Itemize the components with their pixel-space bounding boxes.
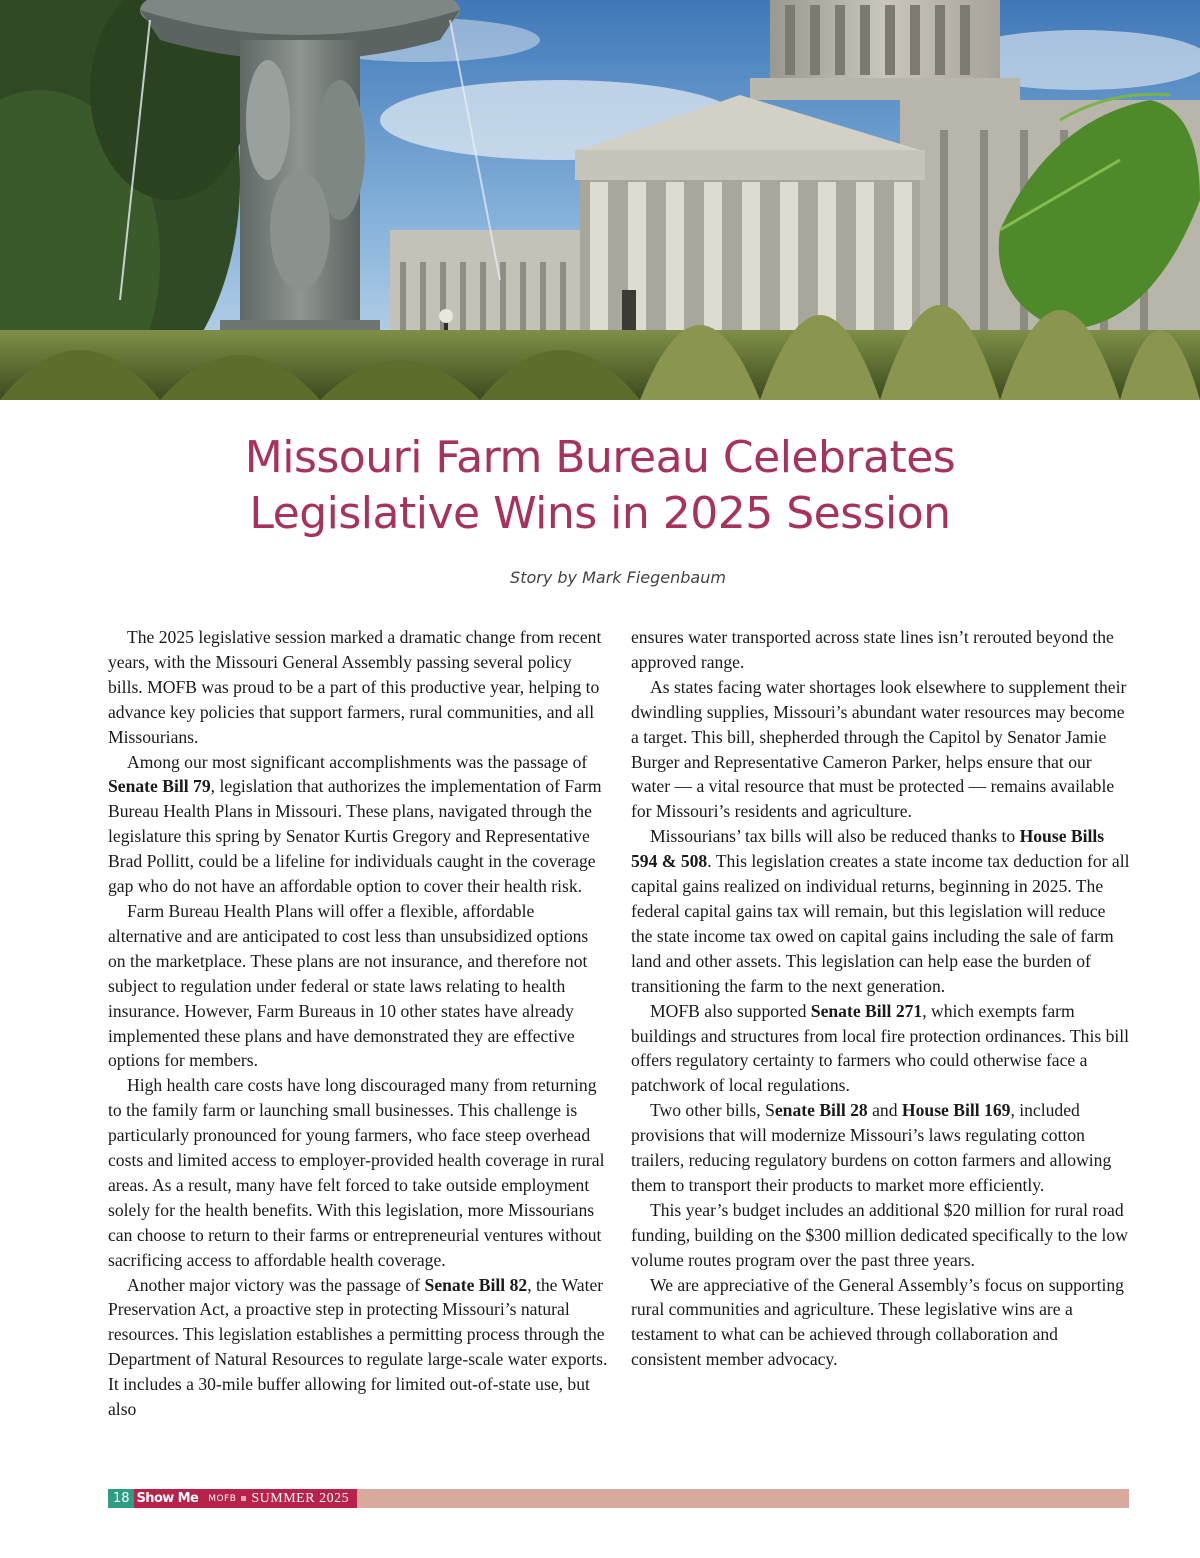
page-footer [108, 1489, 1129, 1508]
left-column-paragraph [108, 1273, 608, 1422]
bill-name: Senate Bill 271 [810, 1000, 923, 1021]
paragraph-text: ensures water transported across state lines isn’t rerouted beyond the approved range. [631, 627, 1114, 672]
magazine-name: Show Me [136, 1491, 199, 1506]
article-title-line-1: Missouri Farm Bureau Celebrates [244, 432, 956, 483]
paragraph-text: Missourians’ tax bills will also be reduced thanks to [650, 826, 1020, 847]
paragraph-text: High health care costs have long discouraged many from returning to the family farm or launching small businesses. This challenge is particularly pronounced for young farmers, who face steep overhead costs and limited access to employer-provided health coverage in rural areas. As a result, many have felt forced to take outside employment solely for the health benefits. With this legislation, more Missourians can choose to return to their farms or entrepreneurial ventures without sacrificing access to affordable health coverage. [108, 1075, 605, 1270]
right-column-paragraph [631, 1273, 1131, 1373]
footer-rule [357, 1489, 1129, 1508]
paragraph-text: , legislation that authorizes the implementation of Farm Bureau Health Plans in Missouri. These plans, navigated through the legislature this spring by Senator Kurtis Gregory and Representative Brad Pollitt, could be a lifeline for individuals caught in the coverage gap who do not have an affordable option to cover their health risk. [108, 776, 602, 897]
paragraph-text: MOFB also supported [650, 1000, 811, 1021]
paragraph-text: , included provisions that will modernize Missouri’s laws regulating cotton trailers, reducing regulatory burdens on cotton farmers and allowing them to transport their products to market more efficiently. [631, 1100, 1112, 1195]
capitol-fountain-photo [0, 0, 1200, 400]
article-column-left [108, 625, 608, 1422]
right-column-paragraph [631, 1198, 1131, 1273]
article-column-right [631, 625, 1131, 1372]
right-column-paragraph [631, 824, 1131, 998]
byline: Story by Mark Fiegenbaum [510, 568, 726, 587]
separator-square-icon [241, 1496, 246, 1501]
article-title [0, 430, 1200, 542]
paragraph-text: Two other bills, S [650, 1100, 775, 1121]
bill-name: House Bills 594 & 508 [631, 826, 1105, 872]
page-number: 18 [108, 1489, 134, 1508]
paragraph-text: Another major victory was the passage of [127, 1274, 425, 1295]
paragraph-text: Farm Bureau Health Plans will offer a flexible, affordable alternative and are anticipated to cost less than unsubsidized options on the marketplace. These plans are not insurance, and therefore not subject to regulation under federal or state laws relating to health insurance. However, Farm Bureaus in 10 other states have already implemented these plans and have demonstrated they are effective options for members. [108, 900, 589, 1071]
paragraph-text: , which exempts farm buildings and structures from local fire protection ordinances. This bill offers regulatory certainty to farmers who could otherwise face a patchwork of local regulations. [631, 1000, 1130, 1096]
right-column-paragraph [631, 999, 1131, 1099]
bill-name: Senate Bill 82 [424, 1274, 528, 1295]
right-column-paragraph [631, 625, 1131, 675]
bill-name: enate Bill 28 [774, 1100, 868, 1121]
right-column-paragraph [631, 1098, 1131, 1198]
org-name: MOFB [208, 1493, 237, 1504]
left-column-paragraph [108, 750, 608, 899]
bill-name: House Bill 169 [901, 1100, 1011, 1121]
hero-photo [0, 0, 1200, 400]
left-column-paragraph [108, 625, 608, 750]
bill-name: Senate Bill 79 [108, 776, 211, 797]
magazine-label [134, 1489, 358, 1508]
left-column-paragraph [108, 1073, 608, 1272]
paragraph-text: As states facing water shortages look elsewhere to supplement their dwindling supplies, Missouri’s abundant water resources may become a target. This bill, shepherded through the Capitol by Senator Jamie Burger and Representative Cameron Parker, helps ensure that our water — a vital resource that must be protected — remains available for Missouri’s residents and agriculture. [631, 676, 1127, 822]
paragraph-text: The 2025 legislative session marked a dramatic change from recent years, with the Missouri General Assembly passing several policy bills. MOFB was proud to be a part of this productive year, helping to advance key policies that support farmers, rural communities, and all Missourians. [108, 627, 602, 747]
paragraph-text: and [867, 1100, 902, 1121]
paragraph-text: We are appreciative of the General Assembly’s focus on supporting rural communities and agriculture. These legislative wins are a testament to what can be achieved through collaboration and consistent member advocacy. [631, 1274, 1124, 1370]
left-column-paragraph [108, 899, 608, 1073]
paragraph-text: Among our most significant accomplishments was the passage of [127, 751, 588, 772]
paragraph-text: . This legislation creates a state income tax deduction for all capital gains realized on individual returns, beginning in 2025. The federal capital gains tax will remain, but this legislation will reduce the state income tax owed on capital gains including the sale of farm land and other assets. This legislation can help ease the burden of transitioning the farm to the next generation. [631, 851, 1130, 996]
right-column-paragraph [631, 675, 1131, 824]
issue-date: SUMMER 2025 [251, 1490, 350, 1506]
paragraph-text: , the Water Preservation Act, a proactive step in protecting Missouri’s natural resources. This legislation establishes a permitting process through the Department of Natural Resources to regulate large-scale water exports. It includes a 30-mile buffer allowing for limited out-of-state use, but also [108, 1274, 608, 1420]
paragraph-text: This year’s budget includes an additional $20 million for rural road funding, building on the $300 million dedicated specifically to the low volume routes program over the past three years. [631, 1199, 1128, 1270]
article-title-line-2: Legislative Wins in 2025 Session [249, 488, 951, 539]
